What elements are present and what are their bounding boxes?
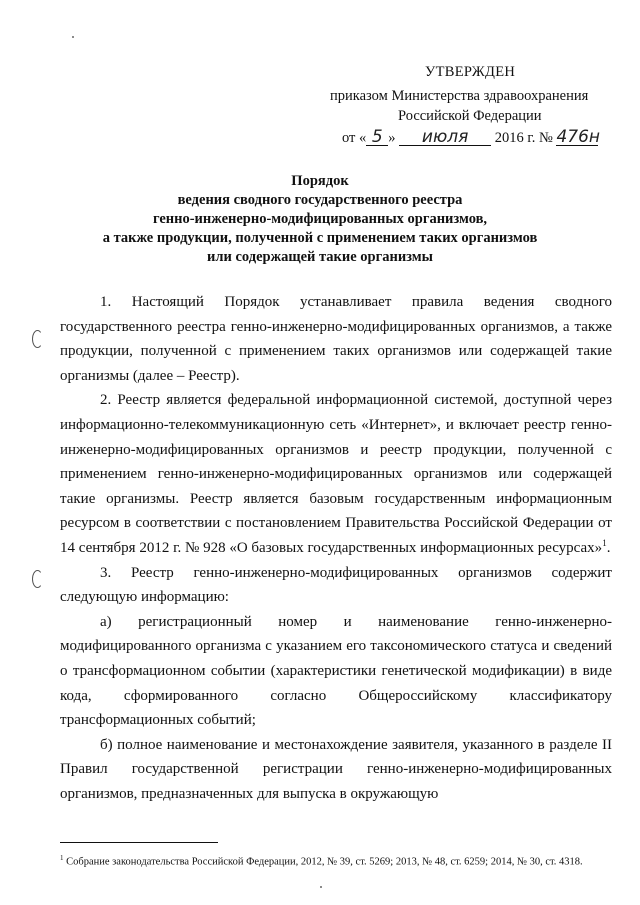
date-year: 2016 г. № [494,130,553,146]
approval-date-line [342,128,598,148]
approval-country-line: Российской Федерации [398,108,542,124]
date-mid: » [388,130,396,146]
heading-line: Порядок [291,173,349,189]
paragraph-1: 1. Настоящий Порядок устанавливает правила ведения сводного государственного реестра генно-инженерно-модифицированных организмов, а также продукции, полученной с применением таких организмов или содержащей такие организмы (далее – Реестр). [60,294,612,384]
order-number: 476н [556,127,600,147]
paragraph-2-end: . [606,539,611,556]
date-prefix: от « [342,130,367,146]
heading-line: или содержащей такие организмы [207,249,433,265]
scan-speck [320,886,322,888]
footnote-divider [60,842,218,843]
punch-hole-bottom [32,570,43,588]
date-day: 5 [366,129,388,146]
paragraph-2-text: 2. Реестр является федеральной информационной системой, доступной через информационно-телекоммуникационную сеть «Интернет», и включает реестр генно-инженерно-модифицированных организмов и реестр продукции, полученной с применением генно-инженерно-модифицированных организмов или содержащей такие организмы. Реестр является базовым государственным информационным ресурсом в соответствии с постановлением Правительства Российской Федерации от 14 сентября 2012 г. № 928 «О базовых государственных информационных ресурсах» [60,392,612,556]
heading-line: генно-инженерно-модифицированных организмов, [152,211,488,227]
approval-title: УТВЕРЖДЕН [425,64,516,80]
document-heading [60,172,580,267]
heading-line: ведения сводного государственного реестра [177,192,463,208]
document-body [60,290,612,806]
punch-hole-top [32,330,43,348]
paragraph-3a: а) регистрационный номер и наименование генно-инженерно-модифицированного организма с указанием его таксономического статуса и сведений о трансформационном событии (характеристики генетической модификации) в виде кода, сформированного согласно Общероссийскому классификатору трансформационных событий; [60,613,612,729]
scan-speck [72,36,74,38]
date-month: июля [399,129,491,146]
footnote-text: Собрание законодательства Российской Федерации, 2012, № 39, ст. 5269; 2013, № 48, ст. 6259; 2014, № 30, ст. 4318. [63,856,583,868]
heading-line: а также продукции, полученной с применением таких организмов [102,230,538,246]
footnote-reference: 1 [602,537,607,548]
paragraph-2 [60,388,612,560]
paragraph-3: 3. Реестр генно-инженерно-модифицированных организмов содержит следующую информацию: [60,564,612,606]
paragraph-3b: б) полное наименование и местонахождение заявителя, указанного в разделе II Правил государственной регистрации генно-инженерно-модифицированных организмов, предназначенных для выпуска в окружающую [60,736,612,802]
footnote-mark: 1 [60,854,64,862]
approval-issuer-line: приказом Министерства здравоохранения [330,88,589,104]
footnote [60,852,620,869]
